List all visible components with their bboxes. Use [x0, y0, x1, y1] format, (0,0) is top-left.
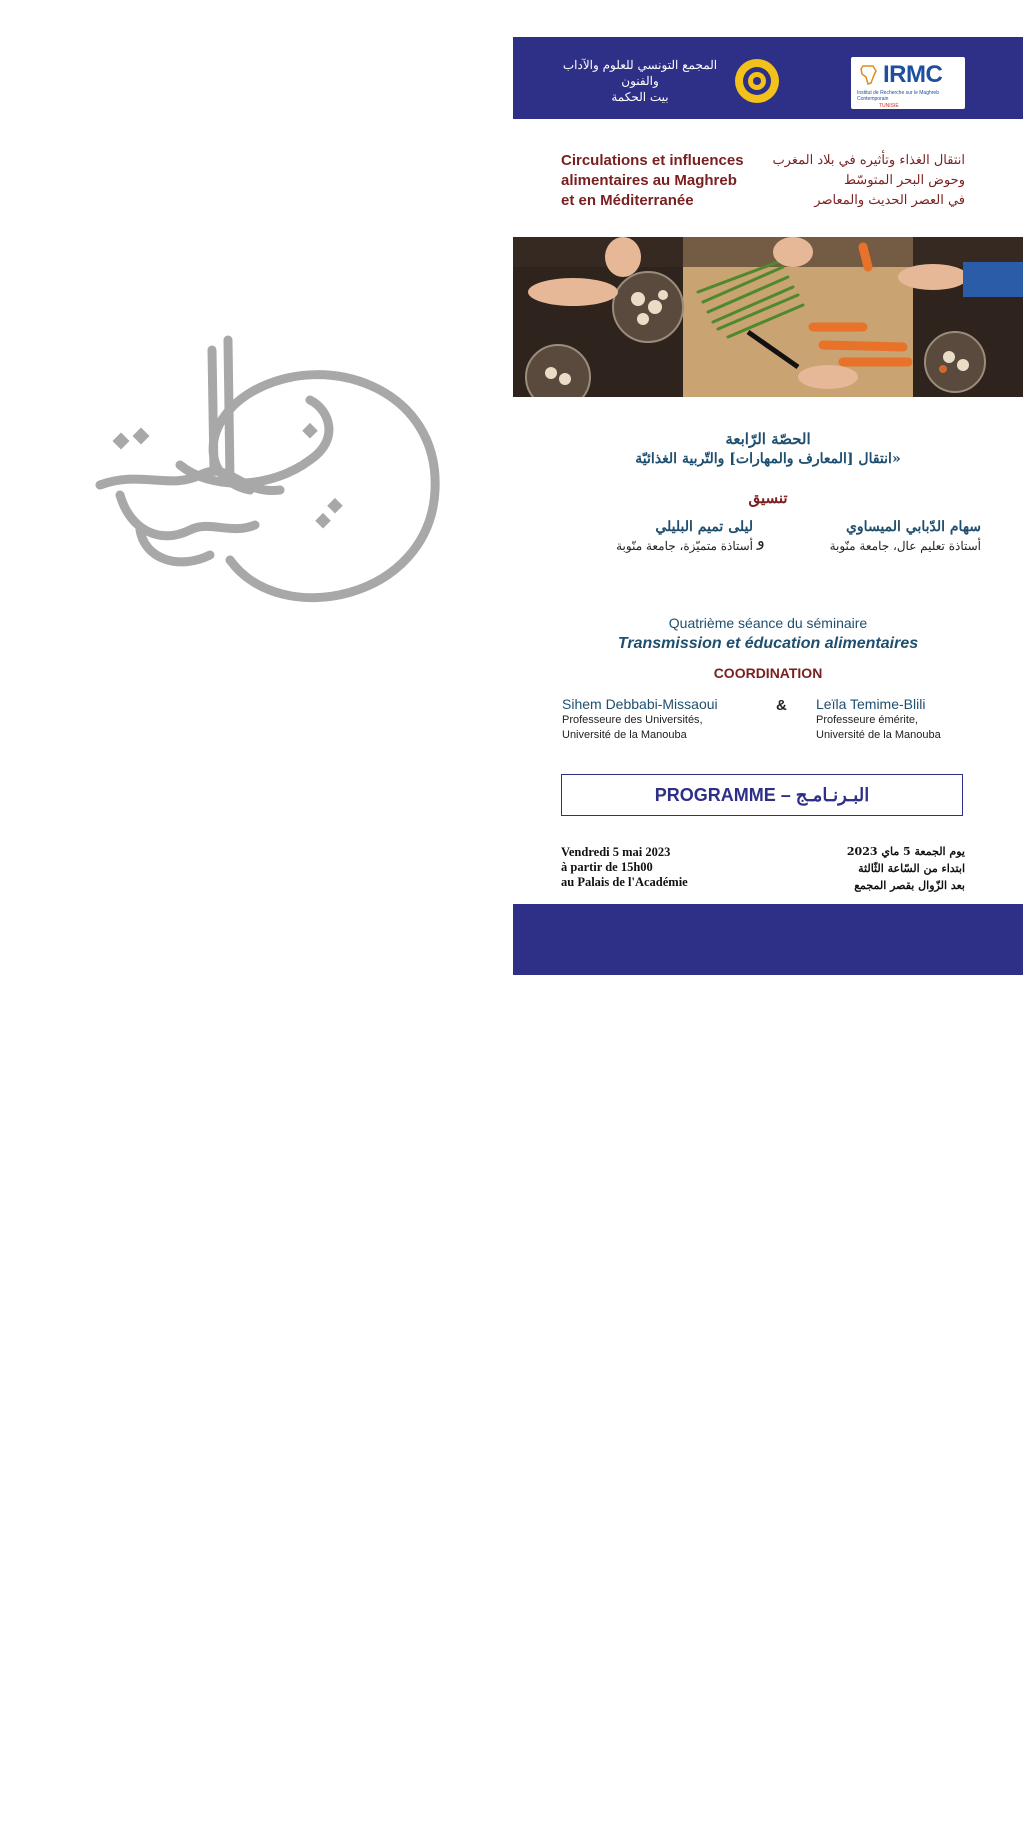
bayt-al-hikma-logo	[80, 330, 450, 620]
coordinator-name: ليلى تميم البليلي	[655, 519, 753, 535]
irmc-label: IRMC	[883, 61, 943, 88]
programme-ar: البـرنـامـج	[795, 785, 870, 806]
footer-city: Carthage Hannibal - Tunis	[561, 1792, 647, 1801]
coordinator-role: أستاذة تعليم عال، جامعة منّوبة	[829, 539, 981, 553]
session-ar-title: الحصّة الرّابعة	[725, 430, 811, 448]
programme-separator: –	[775, 785, 796, 805]
programme-fr: PROGRAMME	[654, 785, 776, 805]
irmc-logo	[851, 57, 965, 109]
coordinator-ar-2	[553, 517, 753, 555]
title-fr-line: et en Méditerranée	[561, 192, 694, 209]
footer-address: Adresse : 25, Avenue de la République,	[561, 1781, 685, 1790]
footer-phone: Tél : 71 277 278 / 71 731 824	[561, 1803, 651, 1812]
session-ar	[513, 429, 1023, 469]
africa-map-icon	[857, 63, 881, 87]
coordinator-ar-1	[781, 517, 981, 555]
date-ar-line: يوم الجمعة 5 ماي 2023	[846, 845, 965, 858]
session-fr	[513, 613, 1023, 655]
title-ar-line: انتقال الغذاء وتأثيره في بلاد المغرب	[772, 153, 965, 168]
footer-website: Site web de l'Académie : www.beitalhikma.tn	[561, 1823, 706, 1832]
title-fr	[561, 151, 781, 211]
calligraphy-logo-icon	[80, 330, 450, 620]
title-ar-line: في العصر الحديث والمعاصر	[814, 193, 965, 208]
date-fr-line: au Palais de l'Académie	[561, 875, 688, 889]
title-ar	[759, 151, 965, 211]
date-ar-line: بعد الزّوال بقصر المجمع	[854, 879, 965, 892]
seminar-flyer	[513, 37, 1023, 1832]
coordinator-name: سهام الدّبابي الميساوي	[845, 519, 981, 535]
fr-ampersand: &	[776, 697, 787, 714]
header-band	[513, 37, 1023, 119]
academy-sub-ar: بيت الحكمة	[611, 90, 669, 104]
irmc-country: TUNISIE	[879, 103, 899, 109]
footer-city: قرطاج حنّبعل - تونس	[895, 1791, 967, 1800]
footer-ar	[775, 1778, 967, 1831]
coordination-ar: تنسيق	[748, 489, 788, 507]
irmc-subtitle: Institut de Recherche sur le Maghreb Contemporain	[857, 90, 939, 102]
coordination-fr: COORDINATION	[713, 665, 823, 681]
date-ar-line: ابتداء من السّاعة الثّالثة	[858, 862, 965, 875]
coordinator-affiliation: Université de la Manouba	[816, 729, 941, 741]
date-ar	[773, 843, 965, 894]
footer-website: موقع واب المجمع: www.beitalhikma.tn	[822, 1820, 967, 1829]
programme-heading	[561, 774, 963, 816]
session-fr-title: Quatrième séance du séminaire	[668, 615, 868, 631]
coordinator-fr-2	[816, 695, 1006, 743]
academy-name	[555, 57, 725, 105]
academy-seal-icon	[733, 57, 781, 105]
ar-ampersand: و	[757, 531, 765, 550]
date-fr-line: à partir de 15h00	[561, 860, 653, 874]
title-fr-line: alimentaires au Maghreb	[561, 172, 737, 189]
coordinator-name: Leïla Temime-Blili	[816, 696, 926, 712]
coordinator-affiliation: Université de la Manouba	[562, 729, 687, 741]
session-fr-subtitle: Transmission et éducation alimentaires	[617, 635, 919, 652]
title-fr-line: Circulations et influences	[561, 152, 744, 169]
footer-phone: الهاتف: 275 277 71/ 824 731 71	[843, 1803, 967, 1812]
coordinator-role: Professeure émérite,	[816, 714, 919, 726]
academy-name-ar: المجمع التونسي للعلوم والآداب والفنون	[562, 58, 718, 88]
footer-fr	[561, 1780, 761, 1833]
footer-band	[513, 904, 1023, 1832]
title-ar-line: وحوض البحر المتوسّط	[843, 173, 965, 188]
coordinator-fr-1	[562, 695, 772, 743]
date-fr-line: Vendredi 5 mai 2023	[561, 845, 671, 859]
cooking-photo	[513, 237, 1023, 397]
footer-address: العنوان: 25، شارع الجمهورية،	[867, 1779, 967, 1788]
coordinator-name: Sihem Debbabi-Missaoui	[562, 696, 718, 712]
coordinator-role: Professeure des Universités,	[562, 714, 703, 726]
session-ar-subtitle: «انتقال [المعارف والمهارات] والتّربية الغذائيّة	[635, 451, 901, 467]
date-fr	[561, 845, 761, 890]
coordinator-role: أستاذة متميّزة، جامعة منّوبة	[616, 539, 753, 553]
